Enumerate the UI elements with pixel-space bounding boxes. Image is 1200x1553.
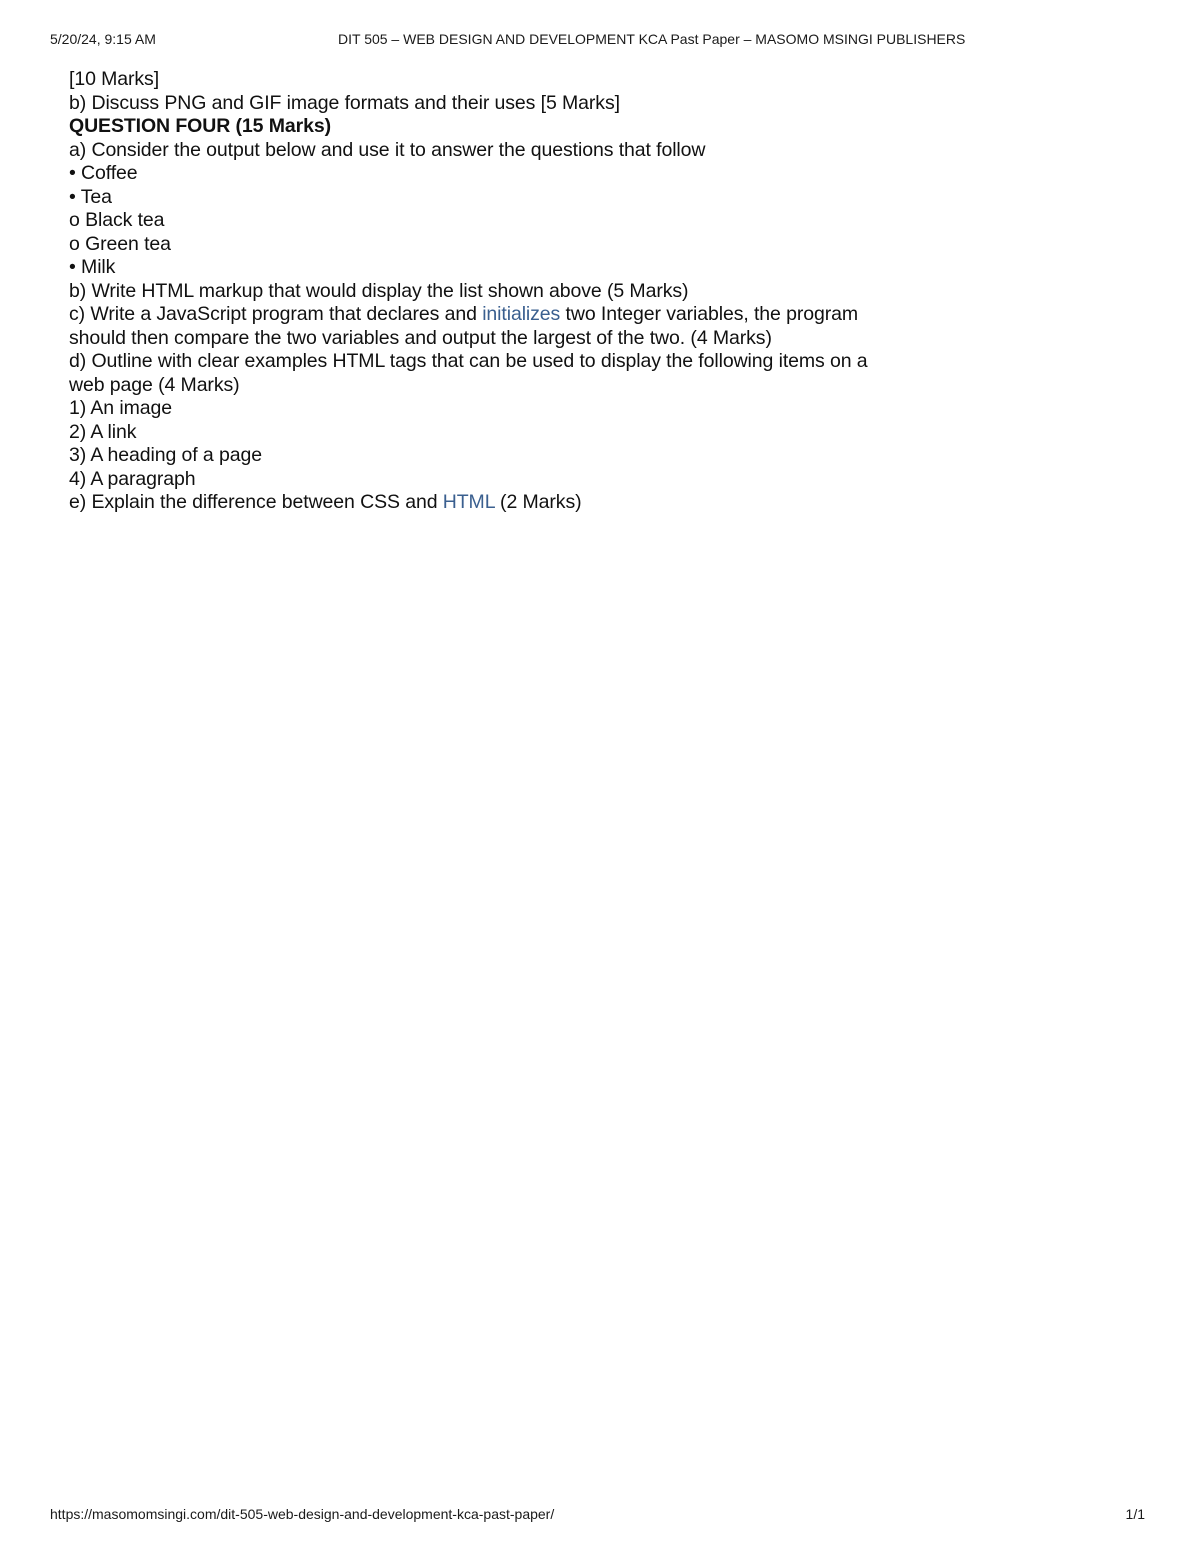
question-4b: b) Write HTML markup that would display the list shown above (5 Marks) — [69, 279, 689, 302]
list-item: • Coffee — [69, 162, 138, 184]
question-4c-text-end: two Integer variables, the program — [560, 303, 859, 325]
question-four-heading: QUESTION FOUR (15 Marks) — [69, 115, 331, 137]
marks-line: [10 Marks] — [69, 68, 160, 90]
list-item: • Milk — [69, 256, 116, 278]
numbered-item: 2) A link — [69, 420, 137, 443]
numbered-item: 3) A heading of a page — [69, 444, 262, 466]
question-4e — [69, 491, 1069, 515]
question-4c-text-start: c) Write a JavaScript program that declares and — [69, 303, 483, 325]
question-4d: d) Outline with clear examples HTML tags that can be used to display the following items on a — [69, 350, 868, 372]
print-datetime: 5/20/24, 9:15 AM — [50, 31, 156, 47]
html-link[interactable]: HTML — [442, 491, 495, 513]
question-4a: a) Consider the output below and use it to answer the questions that follow — [69, 138, 706, 161]
question-3b: b) Discuss PNG and GIF image formats and their uses [5 Marks] — [69, 91, 620, 114]
document-body — [69, 68, 1069, 515]
print-footer-url: https://masomomsingi.com/dit-505-web-design-and-development-kca-past-paper/ — [50, 1506, 555, 1522]
numbered-item: 4) A paragraph — [69, 467, 196, 490]
question-4c-continuation: should then compare the two variables and output the largest of the two. (4 Marks) — [69, 326, 772, 349]
print-page-title: DIT 505 – WEB DESIGN AND DEVELOPMENT KCA Past Paper – MASOMO MSINGI PUBLISHERS — [338, 31, 966, 47]
question-4c — [69, 303, 1069, 327]
question-4e-text-start: e) Explain the difference between CSS and — [69, 491, 443, 513]
numbered-item: 1) An image — [69, 397, 172, 419]
initializes-link[interactable]: initializes — [482, 303, 561, 325]
question-4d-continuation: web page (4 Marks) — [69, 373, 240, 396]
list-item: o Green tea — [69, 232, 171, 255]
list-item: • Tea — [69, 185, 112, 208]
list-item: o Black tea — [69, 209, 165, 231]
page-number: 1/1 — [1125, 1506, 1145, 1522]
question-4e-text-end: (2 Marks) — [494, 491, 582, 513]
